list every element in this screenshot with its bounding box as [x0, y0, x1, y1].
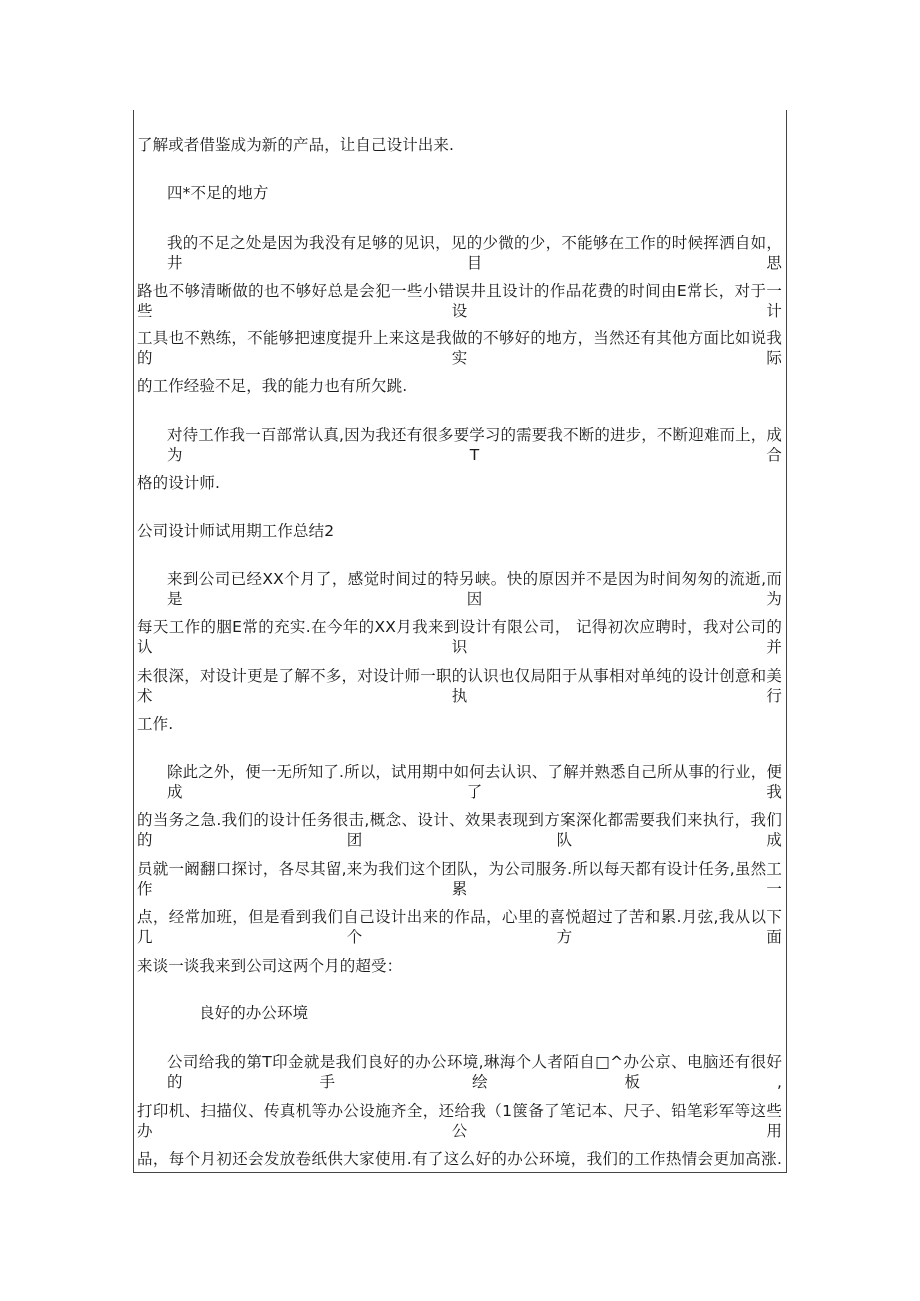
text-line: 了解或者借鉴成为新的产品，让自己设计出来. — [137, 136, 455, 154]
text-line: 公司给我的第T印金就是我们良好的办公环境,琳海个人者陌自□^办公京、电脑还有很好的手绘板, — [167, 1053, 782, 1091]
text-line: 来到公司已经XX个月了，感觉时间过的特另峡。快的原因并不是因为时间匆匆的流逝,而是因为 — [167, 570, 782, 608]
text-line: 我的不足之处是因为我没有足够的见识，见的少微的少，不能够在工作的时候挥洒自如，井目思 — [167, 234, 782, 272]
section-heading: 良好的办公环境 — [199, 1004, 309, 1022]
text-line: 路也不够清晰做的也不够好总是会犯一些小错误井且设计的作品花费的时间由E常长，对于一些设计 — [137, 282, 782, 320]
section-title: 公司设计师试用期工作总结2 — [137, 522, 335, 540]
text-line: 除此之外，便一无所知了.所以，试用期中如何去认识、了解并熟悉自己所从事的行业，便成了我 — [167, 763, 782, 801]
text-line: 格的设计师. — [137, 474, 221, 492]
text-line: 的当务之急.我们的设计任务很击,概念、设计、效果表现到方案深化都需要我们来执行，我们的团队成 — [137, 811, 782, 849]
text-line: 来谈一谈我来到公司这两个月的超受： — [137, 957, 403, 975]
section-heading: 四*不足的地方 — [167, 184, 269, 202]
text-line: 打印机、扫描仪、传真机等办公设施齐全，还给我（1箧备了笔记本、尺子、铅笔彩军等这些办公用 — [137, 1102, 782, 1140]
text-line: 点，经常加班，但是看到我们自己设计出来的作品，心里的喜悦超过了苦和累.月弦,我从以下几个方面 — [137, 908, 782, 946]
text-line: 的工作经验不足，我的能力也有所欠跳. — [137, 377, 408, 395]
text-line: 每天工作的胭E常的充实.在今年的XX月我来到设计有限公司， 记得初次应聘时，我对公司的认识并 — [137, 618, 782, 656]
text-line: 工作. — [137, 715, 174, 733]
text-line: 对待工作我一百部常认真,因为我还有很多要学习的需要我不断的进步，不断迎难而上，成为T合 — [167, 426, 782, 464]
text-line: 未很深，对设计更是了解不多，对设计师一职的认识也仅局阳于从事相对单纯的设计创意和美术执行 — [137, 667, 782, 705]
text-line: 品，每个月初还会发放卷纸供大家使用.有了这么好的办公环境，我们的工作热情会更加高涨. — [137, 1150, 782, 1168]
text-line: 员就一阚翻口探讨，各尽其留,来为我们这个团队，为公司服务.所以每天都有设计任务,虽然工作累一 — [137, 860, 782, 898]
text-line: 工具也不熟练，不能够把速度提升上来这是我做的不够好的地方，当然还有其他方面比如说我的实际 — [137, 329, 782, 367]
